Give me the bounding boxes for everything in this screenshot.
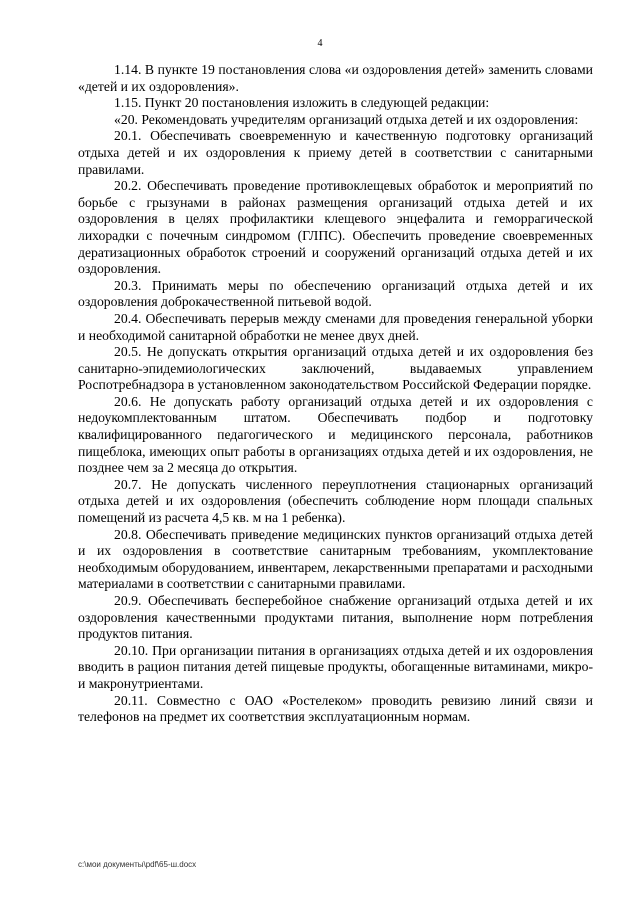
paragraph-20-8: 20.8. Обеспечивать приведение медицинских пунктов организаций отдыха детей и их оздоровления в соответствие санитарным требованиям, укомплектование необходимым оборудованием, инвентарем, лекарственными препаратами и расходными материалами в соответствии с санитарными правилами. xyxy=(78,526,593,592)
paragraph-20-1: 20.1. Обеспечивать своевременную и качественную подготовку организаций отдыха детей и их оздоровления к приему детей в соответствии с санитарными правилами. xyxy=(78,128,593,177)
paragraph-20-3: 20.3. Принимать меры по обеспечению организаций отдыха детей и их оздоровления доброкачественной питьевой водой. xyxy=(78,277,593,310)
paragraph-20-4: 20.4. Обеспечивать перерыв между сменами для проведения генеральной уборки и необходимой санитарной обработки не менее двух дней. xyxy=(78,310,593,343)
footer-file-path: c:\мои документы\pdf\65-ш.docx xyxy=(78,860,197,869)
paragraph-20: «20. Рекомендовать учредителям организаций отдыха детей и их оздоровления: xyxy=(114,111,579,127)
paragraph-20-11: 20.11. Совместно с ОАО «Ростелеком» проводить ревизию линий связи и телефонов на предмет их соответствия эксплуатационным нормам. xyxy=(78,692,593,725)
paragraph-1-15: 1.15. Пункт 20 постановления изложить в следующей редакции: xyxy=(114,95,490,111)
paragraph-20-6: 20.6. Не допускать работу организаций отдыха детей и их оздоровления с недоукомплектованным штатом. Обеспечивать подбор и подготовку квалифицированного педагогического и медицинского персонала, работников пищеблока, имеющих опыт работы в организациях отдыха детей и их оздоровления, не позднее чем за 2 месяца до открытия. xyxy=(78,393,593,476)
page-number: 4 xyxy=(317,38,323,49)
paragraph-20-7: 20.7. Не допускать численного переуплотнения стационарных организаций отдыха детей и их оздоровления (обеспечить соблюдение норм площади спальных помещений из расчета 4,5 кв. м на 1 ребенка). xyxy=(78,476,593,526)
document-body xyxy=(78,62,593,726)
paragraph-20-9: 20.9. Обеспечивать бесперебойное снабжение организаций отдыха детей и их оздоровления качественными продуктами питания, выполнение норм потребления продуктов питания. xyxy=(78,593,593,642)
paragraph-20-10: 20.10. При организации питания в организациях отдыха детей и их оздоровления вводить в рацион питания детей пищевые продукты, обогащенные витаминами, микро- и макронутриентами. xyxy=(78,642,593,691)
paragraph-20-2: 20.2. Обеспечивать проведение противоклещевых обработок и мероприятий по борьбе с грызунами в районах размещения организаций отдыха детей и их оздоровления в целях профилактики клещевого энцефалита и геморрагической лихорадки с почечным синдромом (ГЛПС). Обеспечить проведение своевременных дератизационных обработок строений и сооружений организаций отдыха детей и их оздоровления. xyxy=(78,178,593,277)
paragraph-20-5: 20.5. Не допускать открытия организаций отдыха детей и их оздоровления без санитарно-эпидемиологических заключений, выдаваемых управлением Роспотребнадзора в установленном законодательством Российской Федерации порядке. xyxy=(78,344,593,393)
paragraph-1-14: 1.14. В пункте 19 постановления слова «и оздоровления детей» заменить словами «детей и их оздоровления». xyxy=(78,62,593,94)
